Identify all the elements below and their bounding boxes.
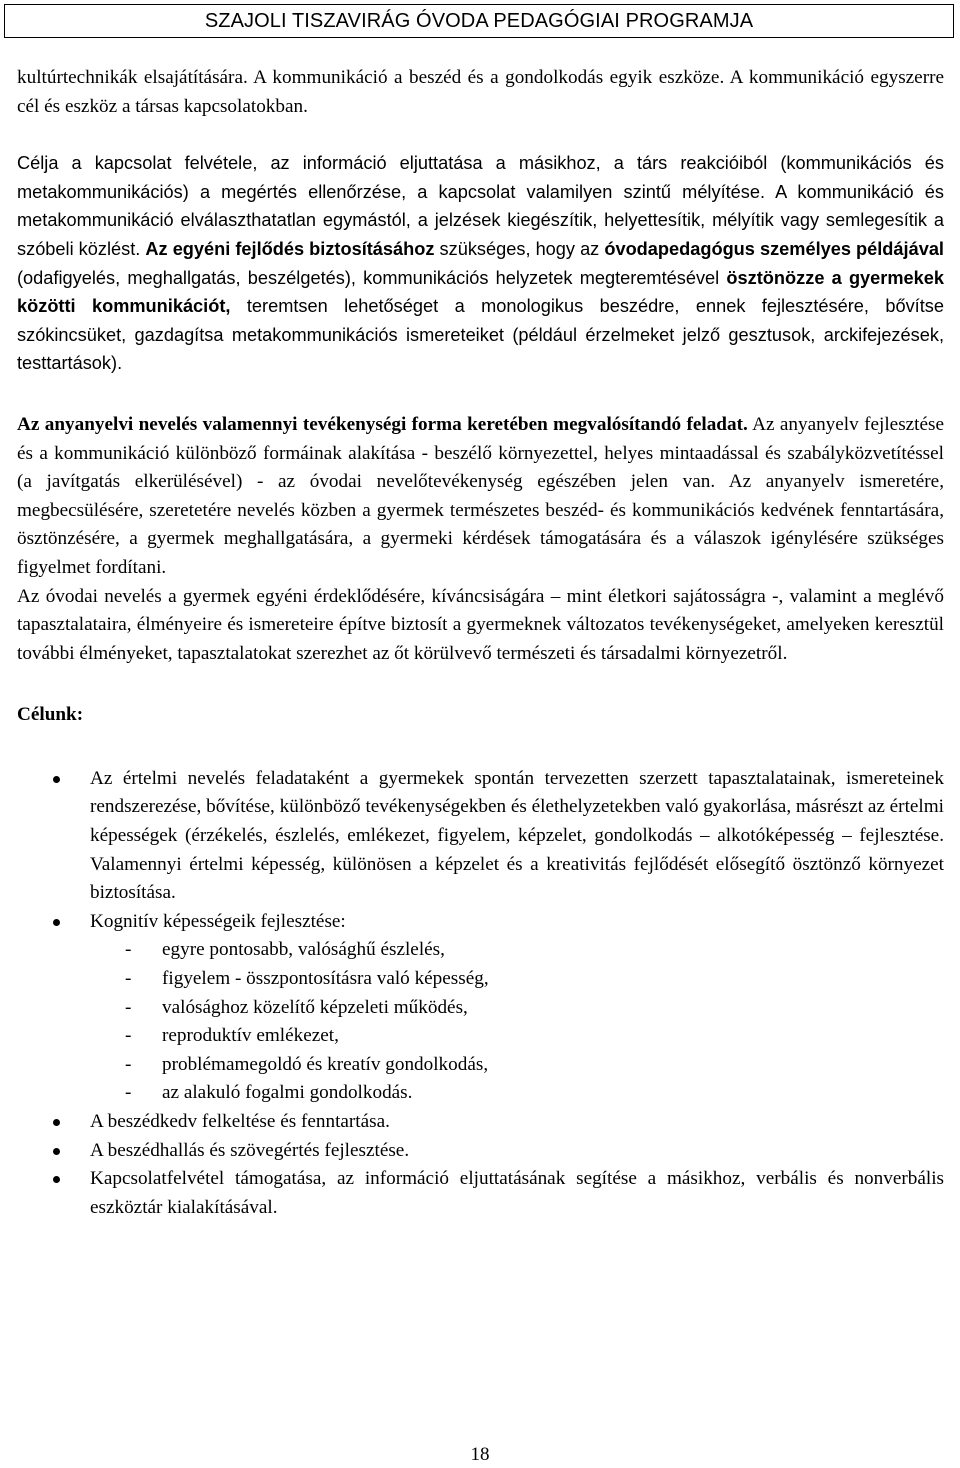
bullet-icon: [53, 1119, 60, 1126]
list-item: [17, 1165, 944, 1222]
spacer: [17, 668, 944, 701]
dash-marker: -: [125, 1053, 132, 1075]
bullet-icon: [53, 776, 60, 783]
goals-list: [17, 765, 944, 1223]
list-item-text: Kapcsolatfelvétel támogatása, az információ eljuttatásának segítése a másikhoz, verbális és nonverbális eszköztár kialakításával.: [90, 1168, 944, 1218]
sub-list-item-text: valósághoz közelítő képzeleti működés,: [162, 996, 468, 1018]
list-item: [17, 765, 944, 908]
spacer: [17, 378, 944, 411]
sub-list-item: [90, 936, 944, 965]
emphasis-mother-tongue-task: Az anyanyelvi nevelés valamennyi tevékenységi forma keretében megvalósítandó feladat.: [17, 413, 748, 435]
bullet-icon: [53, 1148, 60, 1155]
dash-marker: -: [125, 996, 132, 1018]
sub-list-item-text: figyelem - összpontosításra való képesség,: [162, 968, 489, 990]
page-header: SZAJOLI TISZAVIRÁG ÓVODA PEDAGÓGIAI PROGRAMJA: [4, 4, 954, 38]
spacer: [17, 121, 944, 149]
document-body: [17, 64, 944, 1222]
emphasis-teacher-example: óvodapedagógus személyes példájával: [604, 238, 944, 259]
section-heading-goals: Célunk:: [17, 704, 84, 726]
paragraph-intro: kultúrtechnikák elsajátítására. A kommunikáció a beszéd és a gondolkodás egyik eszköze. A kommunikáció egyszerre cél és eszköz a társas kapcsolatokban.: [17, 67, 944, 117]
dash-marker: -: [125, 939, 132, 961]
dash-marker: -: [125, 968, 132, 990]
dash-marker: -: [125, 1082, 132, 1104]
sub-list-item-text: reproduktív emlékezet,: [162, 1025, 339, 1047]
paragraph-text: Az anyanyelv fejlesztése és a kommunikáció különböző formáinak alakítása - beszélő környezettel, helyes mintaadással és szabályközvetítéssel (a javítgatás elkerülésével) - az óvodai nevelőtevékenység egészében jelen van. Az anyanyelv ismeretére, megbecsülésére, szeretetére nevelés közben a gyermek természetes beszéd- és kommunikációs kedvének fenntartására, ösztönzésére, a gyermek meghallgatására, a gyermeki kérdések támogatására és a válaszok igénylésére szükséges figyelmet fordítani.: [17, 413, 945, 578]
paragraph-kindergarten-education: Az óvodai nevelés a gyermek egyéni érdeklődésére, kíváncsiságára – mint életkori sajátosságra -, valamint a meglévő tapasztalataira, élményeire és ismereteire építve biztosít a gyermeknek változatos tevékenységeket, amelyeken keresztül további élményeket, tapasztalatokat szerezhet az őt körülvevő természeti és társadalmi környezetről.: [17, 585, 944, 664]
sub-list-item: [90, 994, 944, 1023]
paragraph-mother-tongue: [17, 411, 944, 583]
sub-list-item: [90, 1051, 944, 1080]
sub-list-item: [90, 1022, 944, 1051]
list-item-text: A beszédkedv felkeltése és fenntartása.: [90, 1111, 390, 1132]
paragraph-text: teremtsen lehetőséget a monologikus beszédre, ennek fejlesztésére, bővítse szókincsüket, gazdagítsa metakommunikációs ismereteiket (például érzelmeket jelző gesztusok, arckifejezések, testtartások).: [17, 296, 944, 374]
sub-list-item: [90, 965, 944, 994]
paragraph-text: szükséges, hogy az: [439, 238, 600, 259]
paragraph-communication: [17, 149, 944, 378]
emphasis-individual-development: Az egyéni fejlődés biztosításához: [145, 238, 435, 259]
list-item: [17, 908, 944, 1108]
list-item: [17, 1137, 944, 1166]
bullet-icon: [53, 1176, 60, 1183]
paragraph-text: (odafigyelés, meghallgatás, beszélgetés), kommunikációs helyzetek megteremtésével: [17, 267, 720, 288]
list-item-text: Kognitív képességeik fejlesztése:: [90, 910, 346, 932]
paragraph-communication-text: Célja a kapcsolat felvétele, az információ eljuttatása a másikhoz, a társ reakcióiból (kommunikációs és metakommunikációs) a megértés ellenőrzése, a kapcsolat valamilyen szintű mélyítése. A kommunikáció és metakommunikáció elválaszthatatlan egymástól, a jelzések kiegészítik, helyettesítik, mélyítik vagy semlegesítik a szóbeli közlést.: [17, 153, 944, 259]
spacer: [17, 730, 944, 765]
sub-list-item: [90, 1079, 944, 1108]
list-item-text: Az értelmi nevelés feladataként a gyermekek spontán tervezetten szerzett tapasztalatainak, ismereteinek rendszerezése, bővítése, különböző tevékenységekben és élethelyzetekben való gyakorlása, másrészt az értelmi képességek (érzékelés, észlelés, emlékezet, figyelem, képzelet, gondolkodás – alkotóképesség – fejlesztése. Valamennyi értelmi képesség, különösen a képzelet és a kreativitás fejlődését elősegítő ösztönző környezet biztosítása.: [90, 767, 945, 904]
dash-marker: -: [125, 1025, 132, 1047]
cognitive-skills-list: [90, 936, 944, 1108]
page-number: 18: [470, 1444, 490, 1465]
sub-list-item-text: problémamegoldó és kreatív gondolkodás,: [162, 1053, 489, 1075]
sub-list-item-text: az alakuló fogalmi gondolkodás.: [162, 1082, 413, 1104]
list-item-text: A beszédhallás és szövegértés fejlesztése.: [90, 1139, 410, 1161]
list-item: [17, 1108, 944, 1137]
bullet-icon: [53, 919, 60, 926]
sub-list-item-text: egyre pontosabb, valósághű észlelés,: [162, 939, 445, 961]
emphasis-encourage-communication: ösztönözze a gyermekek közötti kommunikációt,: [17, 267, 944, 317]
